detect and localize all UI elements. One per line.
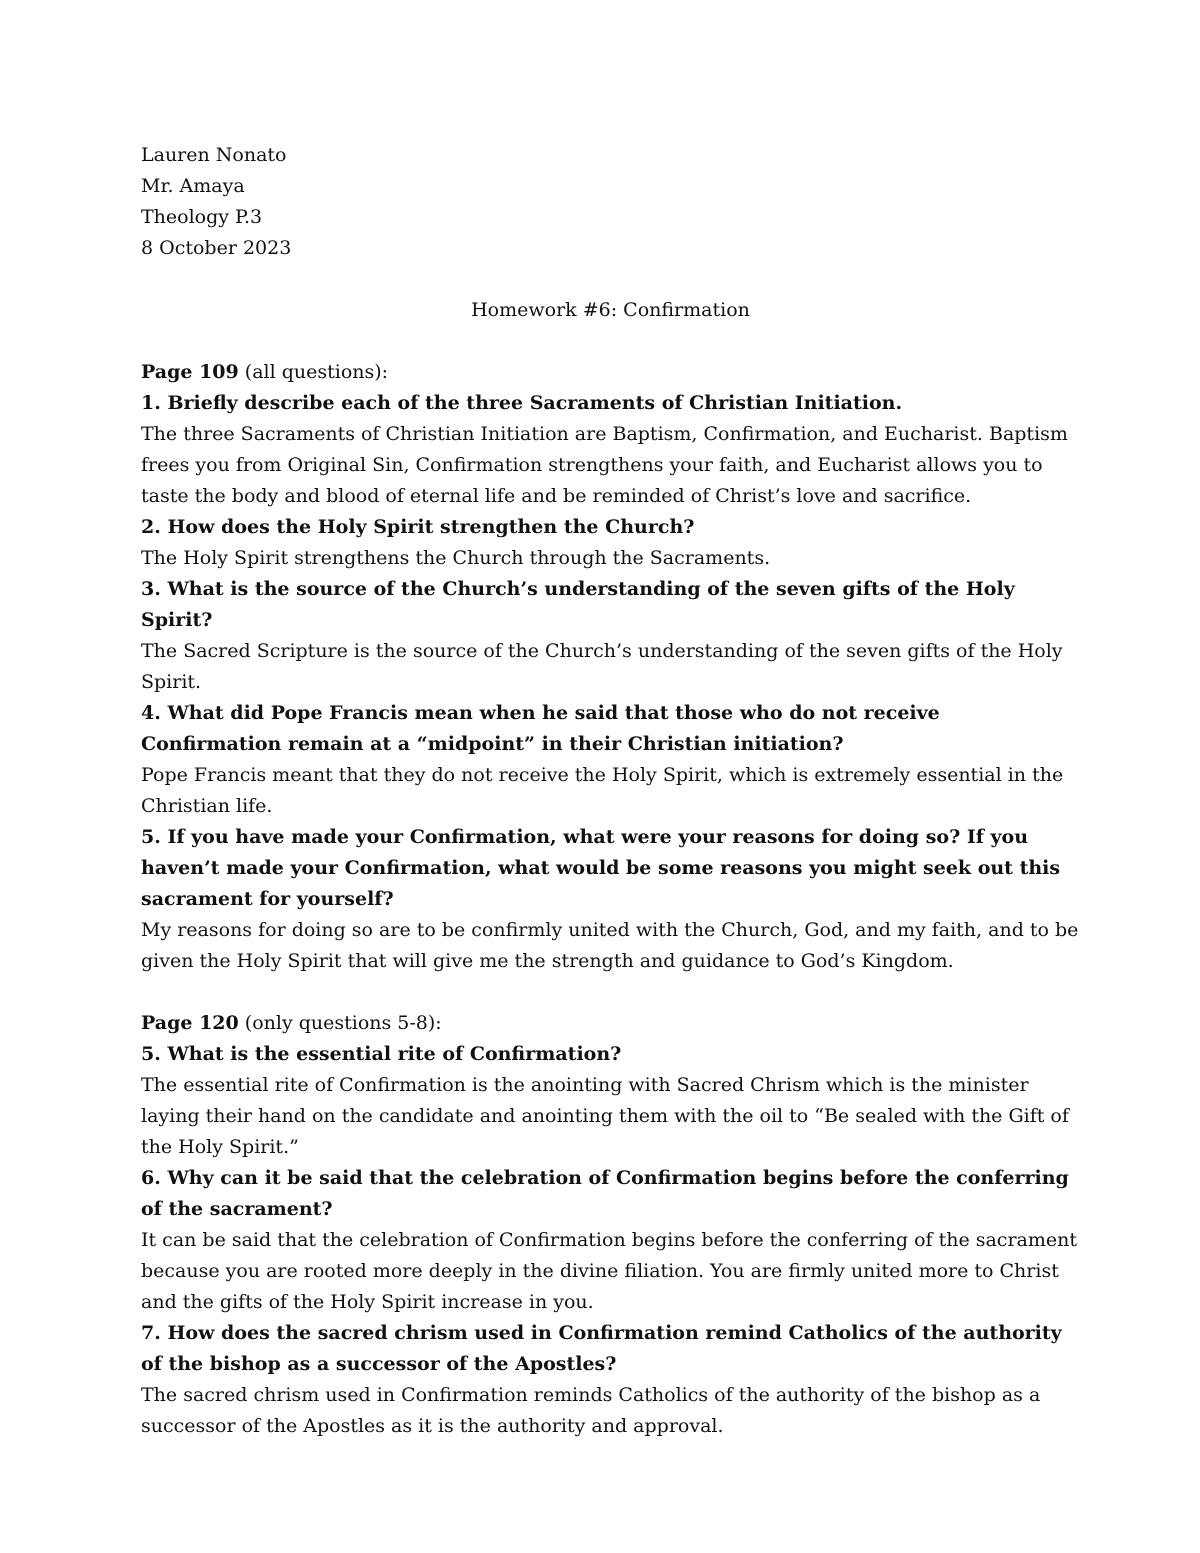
answer: The essential rite of Confirmation is the anointing with Sacred Chrism which is the minister laying their hand on the candidate and anointing them with the oil to “Be sealed with the Gift of the Holy Spirit.” xyxy=(141,1074,1069,1158)
section-page-109 xyxy=(141,357,1080,977)
section-page-note: (all questions): xyxy=(238,361,389,383)
question: 3. What is the source of the Church’s understanding of the seven gifts of the Holy Spirit? xyxy=(141,578,1015,631)
teacher-name: Mr. Amaya xyxy=(141,175,245,197)
answer: Pope Francis meant that they do not receive the Holy Spirit, which is extremely essential in the Christian life. xyxy=(141,764,1064,817)
question: 6. Why can it be said that the celebration of Confirmation begins before the conferring of the sacrament? xyxy=(141,1167,1069,1220)
question: 1. Briefly describe each of the three Sacraments of Christian Initiation. xyxy=(141,392,903,414)
section-label xyxy=(141,1008,1080,1039)
question: 2. How does the Holy Spirit strengthen the Church? xyxy=(141,516,695,538)
section-spacer xyxy=(141,977,1080,1008)
question: 5. If you have made your Confirmation, what were your reasons for doing so? If you haven’t made your Confirmation, what would be some reasons you might seek out this sacrament for yourself? xyxy=(141,826,1061,910)
class-period: Theology P.3 xyxy=(141,206,263,228)
student-name: Lauren Nonato xyxy=(141,144,287,166)
assignment-date: 8 October 2023 xyxy=(141,237,292,259)
section-label xyxy=(141,357,1080,388)
section-page-note: (only questions 5-8): xyxy=(238,1012,442,1034)
answer: It can be said that the celebration of Confirmation begins before the conferring of the sacrament because you are rooted more deeply in the divine filiation. You are firmly united more to Christ and the gifts of the Holy Spirit increase in you. xyxy=(141,1229,1077,1313)
heading-block xyxy=(141,140,1080,264)
question: 4. What did Pope Francis mean when he said that those who do not receive Confirmation remain at a “midpoint” in their Christian initiation? xyxy=(141,702,940,755)
document-title: Homework #6: Confirmation xyxy=(471,299,750,321)
answer: The three Sacraments of Christian Initiation are Baptism, Confirmation, and Eucharist. Baptism frees you from Original Sin, Confirmation strengthens your faith, and Eucharist allows you to taste the body and blood of eternal life and be reminded of Christ’s love and sacrifice. xyxy=(141,423,1068,507)
section-page-label: Page 109 xyxy=(141,361,239,383)
question: 7. How does the sacred chrism used in Confirmation remind Catholics of the authority of the bishop as a successor of the Apostles? xyxy=(141,1322,1062,1375)
question: 5. What is the essential rite of Confirmation? xyxy=(141,1043,622,1065)
answer: The Sacred Scripture is the source of the Church’s understanding of the seven gifts of the Holy Spirit. xyxy=(141,640,1063,693)
answer: The sacred chrism used in Confirmation reminds Catholics of the authority of the bishop as a successor of the Apostles as it is the authority and approval. xyxy=(141,1384,1041,1437)
answer: My reasons for doing so are to be confirmly united with the Church, God, and my faith, and to be given the Holy Spirit that will give me the strength and guidance to God’s Kingdom. xyxy=(141,919,1079,972)
section-page-label: Page 120 xyxy=(141,1012,239,1034)
section-page-120 xyxy=(141,1008,1080,1442)
answer: The Holy Spirit strengthens the Church through the Sacraments. xyxy=(141,547,771,569)
